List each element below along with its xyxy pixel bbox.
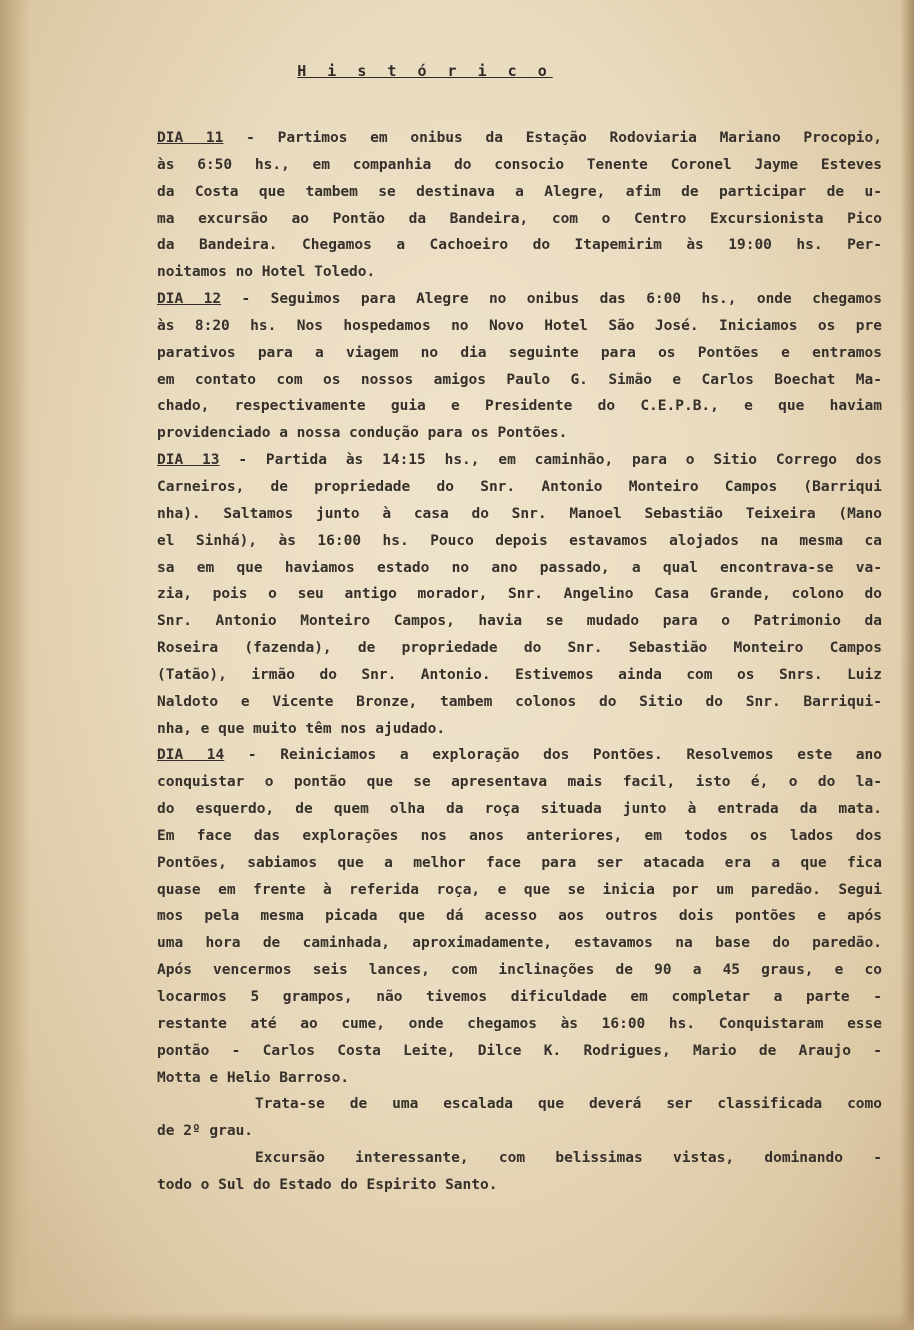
day-entry	[157, 742, 882, 1091]
text-line: DIA 13 - Partida às 14:15 hs., em caminhão, para o Sitio Corrego dos	[157, 452, 882, 469]
text-line: Snr. Antonio Monteiro Campos, havia se mudado para o Patrimonio da	[157, 613, 882, 630]
text-line: DIA 11 - Partimos em onibus da Estação Rodoviaria Mariano Procopio,	[157, 130, 882, 146]
text-line: do esquerdo, de quem olha da roça situada junto à entrada da mata.	[157, 801, 882, 818]
text-line: zia, pois o seu antigo morador, Snr. Angelino Casa Grande, colono do	[157, 586, 882, 603]
text-line: ma excursão ao Pontão da Bandeira, com o Centro Excursionista Pico	[157, 210, 882, 227]
text-line: sa em que haviamos estado no ano passado, a qual encontrava-se va-	[157, 559, 882, 576]
text-line: Em face das explorações nos anos anteriores, em todos os lados dos	[157, 827, 882, 844]
text-line: em contato com os nossos amigos Paulo G. Simão e Carlos Boechat Ma-	[157, 371, 882, 388]
text-line: nha). Saltamos junto à casa do Snr. Manoel Sebastião Teixeira (Mano	[157, 505, 882, 522]
closing-paragraph	[157, 1091, 882, 1145]
text-line: Motta e Helio Barroso.	[157, 1069, 350, 1086]
text-line: da Bandeira. Chegamos a Cachoeiro do Itapemirim às 19:00 hs. Per-	[157, 237, 882, 254]
text-line: parativos para a viagem no dia seguinte para os Pontões e entramos	[157, 344, 882, 361]
text-line: (Tatão), irmão do Snr. Antonio. Estivemos ainda com os Snrs. Luiz	[157, 666, 882, 683]
day-label: DIA 12	[157, 291, 222, 308]
page-title: H i s t ó r i c o	[297, 62, 553, 80]
document-body	[157, 125, 882, 1199]
day-label: DIA 11	[157, 130, 224, 146]
text-line: Pontões, sabiamos que a melhor face para ser atacada era a que fica	[157, 854, 882, 871]
text-line: Naldoto e Vicente Bronze, tambem colonos do Sitio do Snr. Barriqui-	[157, 693, 882, 710]
text-line: Excursão interessante, com belissimas vistas, dominando -	[255, 1150, 882, 1167]
page-bottom-shadow	[0, 1312, 914, 1330]
text-line: providenciado a nossa condução para os Pontões.	[157, 425, 568, 442]
text-line: da Costa que tambem se destinava a Alegre, afim de participar de u-	[157, 183, 882, 200]
day-label: DIA 13	[157, 452, 220, 469]
day-entry	[157, 447, 882, 742]
text-line: Após vencermos seis lances, com inclinações de 90 a 45 graus, e co	[157, 962, 882, 979]
text-line: às 6:50 hs., em companhia do consocio Tenente Coronel Jayme Esteves	[157, 156, 882, 173]
text-line: conquistar o pontão que se apresentava mais facil, isto é, o do la-	[157, 774, 882, 791]
page-right-shadow	[900, 0, 914, 1330]
day-label: DIA 14	[157, 747, 225, 764]
text-line: nha, e que muito têm nos ajudado.	[157, 720, 446, 737]
day-entry	[157, 125, 882, 286]
text-line: DIA 14 - Reiniciamos a exploração dos Pontões. Resolvemos este ano	[157, 747, 882, 764]
page-left-shadow	[0, 0, 30, 1330]
text-line: el Sinhá), às 16:00 hs. Pouco depois estavamos alojados na mesma ca	[157, 532, 882, 549]
text-line: às 8:20 hs. Nos hospedamos no Novo Hotel São José. Iniciamos os pre	[157, 317, 882, 334]
text-line: locarmos 5 grampos, não tivemos dificuldade em completar a parte -	[157, 989, 882, 1005]
text-line: Roseira (fazenda), de propriedade do Snr. Sebastião Monteiro Campos	[157, 640, 882, 657]
text-line: Carneiros, de propriedade do Snr. Antonio Monteiro Campos (Barriqui	[157, 478, 882, 495]
text-line: Trata-se de uma escalada que deverá ser classificada como	[255, 1096, 882, 1113]
closing-paragraph	[157, 1145, 882, 1199]
text-line: mos pela mesma picada que dá acesso aos outros dois pontões e após	[157, 908, 882, 925]
text-line: DIA 12 - Seguimos para Alegre no onibus das 6:00 hs., onde chegamos	[157, 291, 882, 308]
day-entry	[157, 286, 882, 447]
text-line: todo o Sul do Estado do Espirito Santo.	[157, 1176, 498, 1193]
text-line: pontão - Carlos Costa Leite, Dilce K. Rodrigues, Mario de Araujo -	[157, 1042, 882, 1059]
text-line: restante até ao cume, onde chegamos às 16:00 hs. Conquistaram esse	[157, 1015, 882, 1032]
text-line: uma hora de caminhada, aproximadamente, estavamos na base do paredão.	[157, 935, 882, 952]
text-line: de 2º grau.	[157, 1123, 254, 1140]
text-line: noitamos no Hotel Toledo.	[157, 264, 376, 281]
text-line: chado, respectivamente guia e Presidente do C.E.P.B., e que haviam	[157, 398, 882, 415]
text-line: quase em frente à referida roça, e que se inicia por um paredão. Segui	[157, 881, 882, 898]
